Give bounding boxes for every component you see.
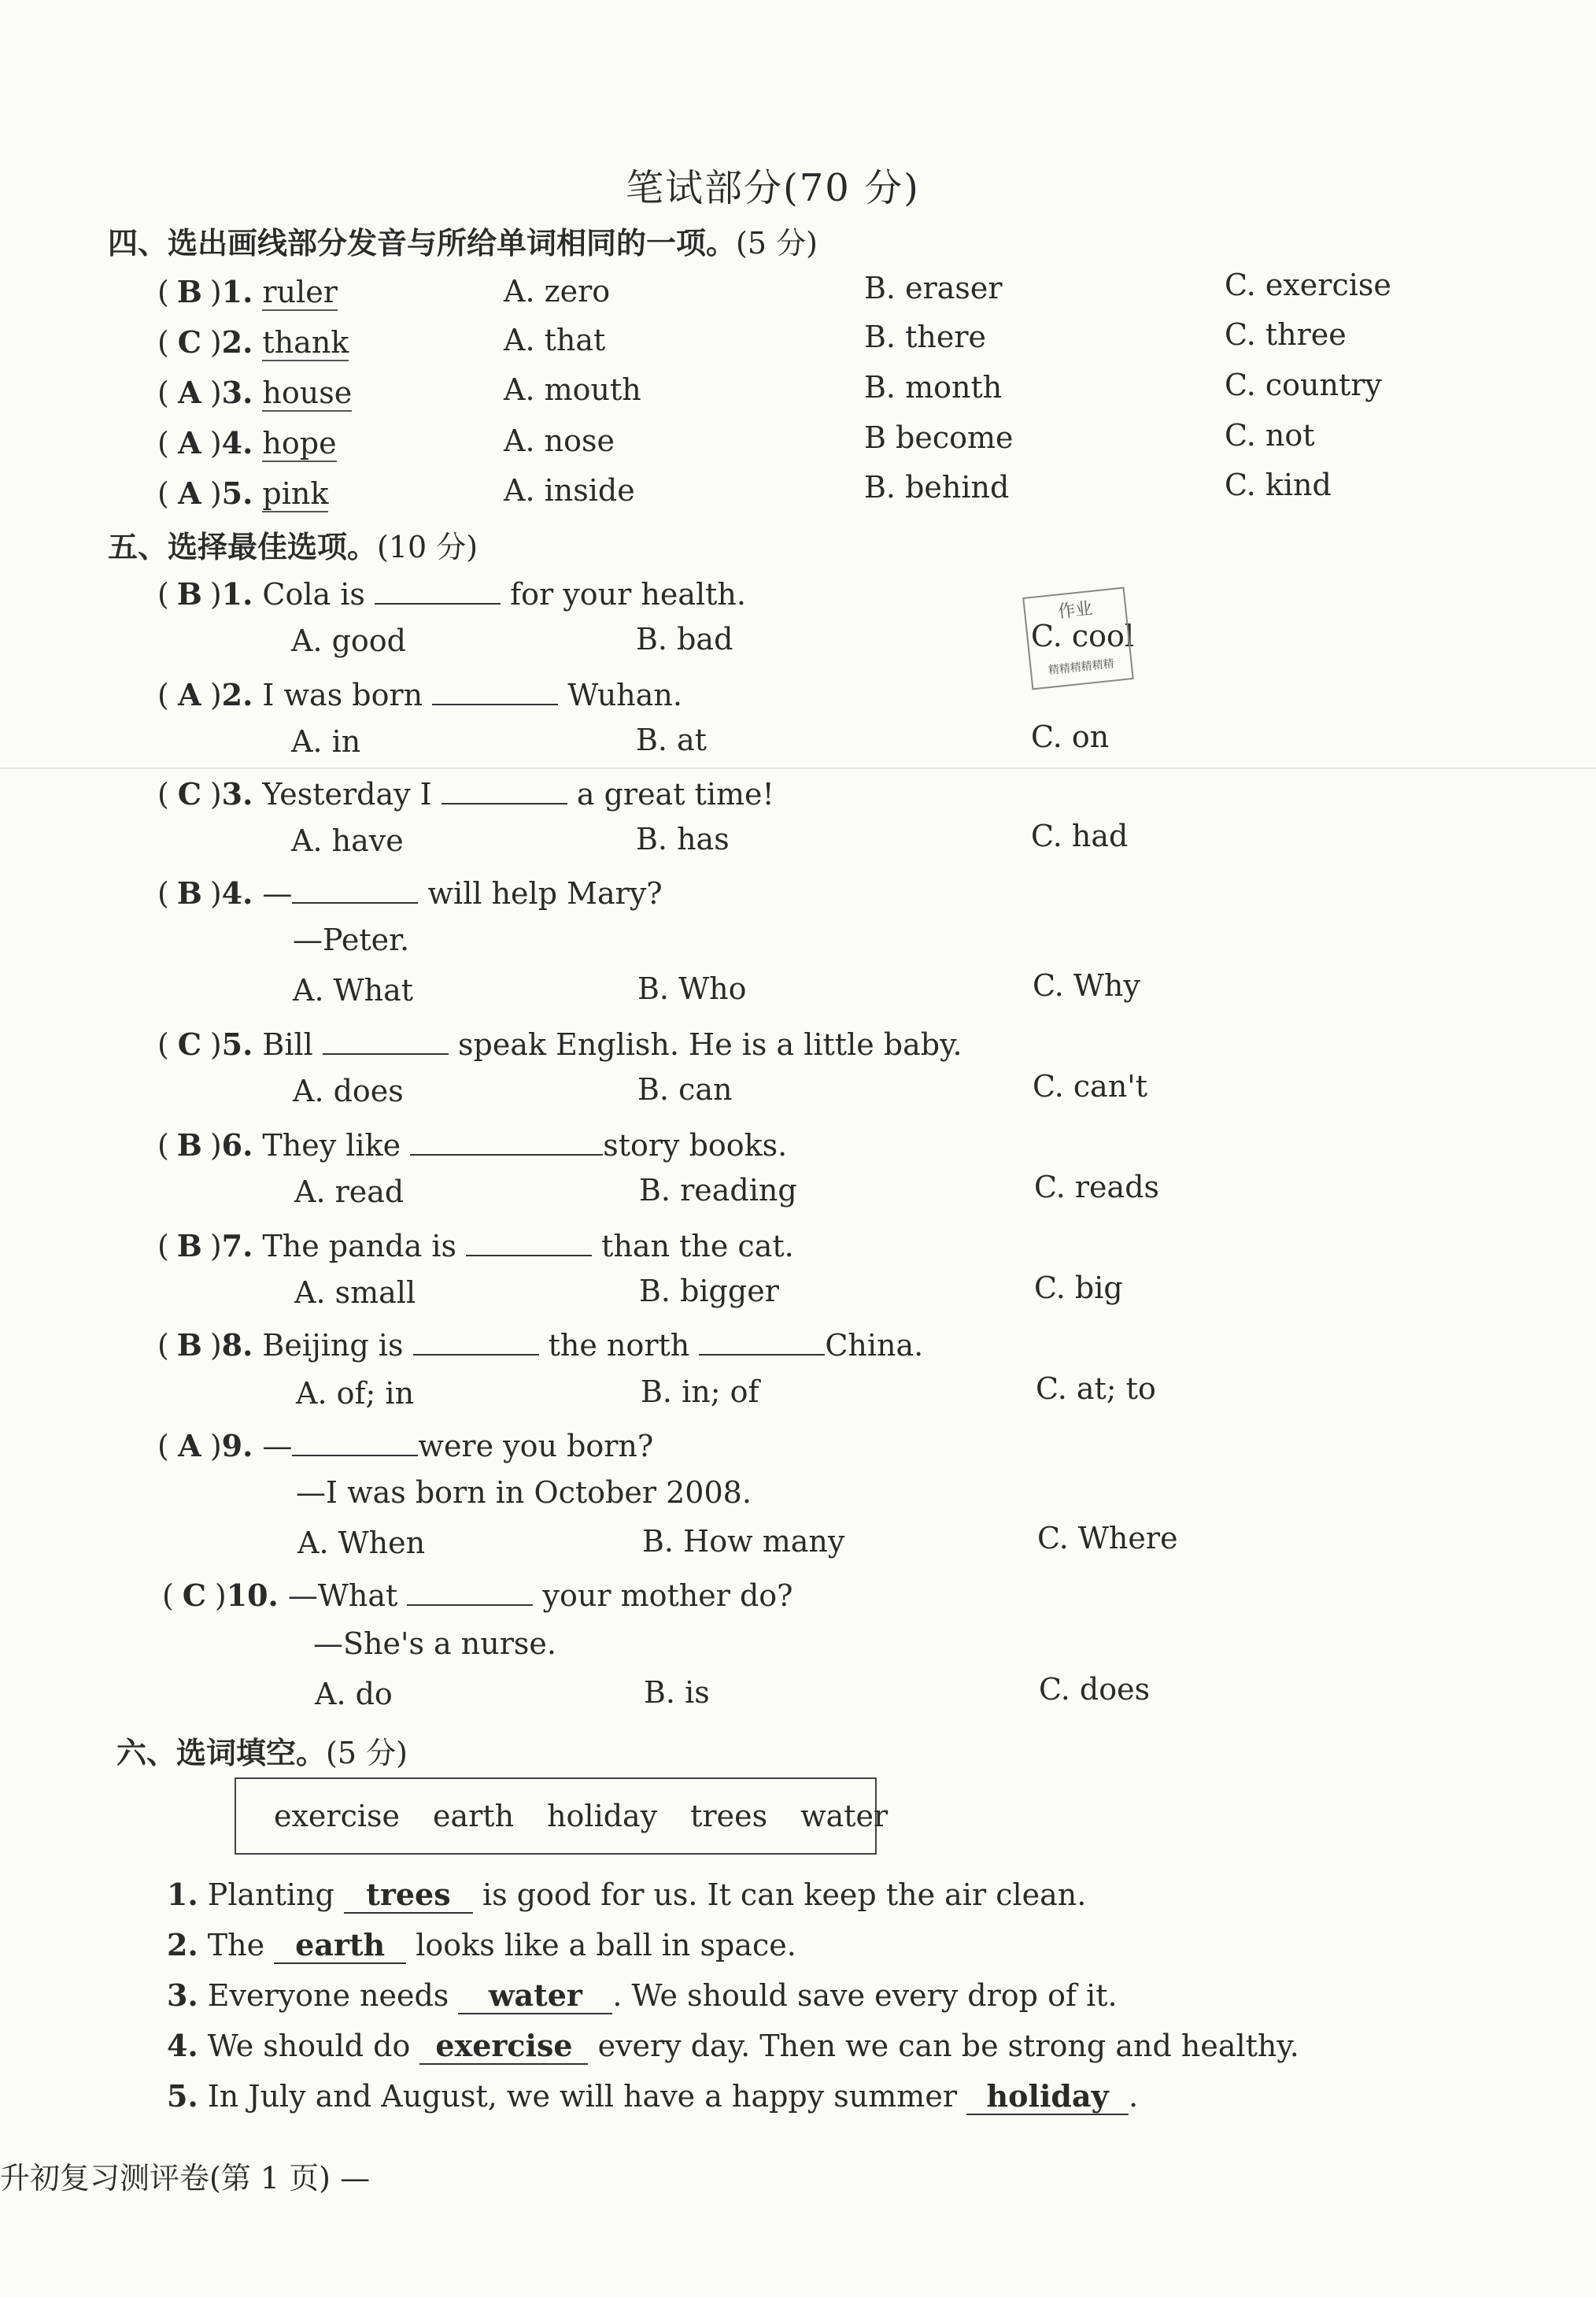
answer-blank [441, 773, 567, 805]
question-number: 3. [221, 375, 253, 410]
question-text: Beijing is [262, 1328, 404, 1363]
section-6-heading-text: 六、选词填空。 [116, 1735, 327, 1770]
section-5-points: (10 分) [377, 530, 478, 564]
word-bank-item: trees [690, 1799, 768, 1833]
option-a: A. What [293, 973, 414, 1008]
option-a: A. do [315, 1677, 393, 1711]
option-a: A. small [294, 1275, 416, 1310]
sentence-number: 4. [167, 2028, 198, 2063]
option-a: A. When [297, 1526, 426, 1560]
question-number: 3. [221, 776, 253, 812]
section-4-points: (5 分) [736, 226, 818, 261]
answer: B [176, 875, 202, 911]
option-b: B. is [644, 1675, 710, 1710]
answer-blank [292, 1425, 418, 1456]
question-number: 5. [221, 475, 253, 511]
section-5-heading-text: 五、选择最佳选项。 [108, 529, 378, 564]
answer-blank [323, 1023, 449, 1055]
answer-blank [699, 1324, 825, 1356]
question-text: will help Mary? [427, 876, 663, 911]
option-c: C. on [1031, 719, 1110, 754]
answer-blank [432, 674, 558, 705]
question-number: 7. [221, 1228, 253, 1263]
option-b: B. month [864, 370, 1003, 405]
option-c: C. exercise [1225, 268, 1391, 302]
section-4-heading [108, 219, 818, 262]
option-b: B. can [637, 1072, 733, 1107]
page-title: 笔试部分(70 分) [626, 166, 920, 210]
question-text: They like [262, 1128, 401, 1163]
target-word: thank [262, 325, 349, 360]
word-bank [235, 1777, 889, 1855]
question-number: 1. [221, 274, 253, 309]
section-4-question-3: ( A )3. house [157, 375, 353, 410]
answer: B [176, 576, 202, 612]
sentence-number: 3. [167, 1977, 198, 2013]
option-b: B. How many [642, 1524, 845, 1559]
option-b: B. bigger [639, 1274, 779, 1308]
answer: A [178, 677, 201, 712]
option-c: C. three [1225, 317, 1347, 352]
question-number: 4. [221, 875, 253, 911]
option-c: C. big [1034, 1271, 1123, 1305]
section-5-question-5: ( C )5. Bill speak English. He is a little baby. [157, 1023, 962, 1062]
option-c: C. had [1031, 819, 1129, 853]
question-text: than the cat. [601, 1229, 794, 1263]
sentence-text: is good for us. It can keep the air clean. [482, 1877, 1087, 1912]
word-bank-item: exercise [274, 1799, 400, 1833]
option-a: A. of; in [296, 1376, 415, 1411]
section-4-question-2: ( C )2. thank [157, 324, 349, 360]
filled-answer: trees [344, 1877, 473, 1914]
sentence-text: . We should save every drop of it. [612, 1978, 1118, 2013]
option-b: B. eraser [864, 271, 1003, 305]
answer-blank [375, 573, 501, 605]
question-number: 2. [221, 677, 253, 712]
section-5-question-6: ( B )6. They like story books. [157, 1124, 787, 1163]
option-a: A. read [294, 1174, 405, 1209]
option-b: B. there [864, 320, 986, 354]
fill-sentence-1 [167, 1877, 1086, 1914]
stamp-text: 精精精精精精 [1047, 657, 1115, 678]
question-text: Cola is [262, 577, 365, 612]
target-word: ruler [262, 275, 338, 309]
question-number: 4. [221, 425, 253, 461]
section-4-heading-text: 四、选出画线部分发音与所给单词相同的一项。 [108, 225, 737, 261]
answer: C [182, 1578, 206, 1613]
sentence-text: The [207, 1928, 265, 1962]
answer: C [177, 324, 201, 360]
question-text: the north [548, 1328, 690, 1363]
option-a: A. does [293, 1074, 404, 1108]
question-text: — [262, 1429, 293, 1463]
sentence-number: 1. [167, 1877, 198, 1912]
sentence-text: Everyone needs [207, 1978, 449, 2013]
option-a: A. that [504, 323, 606, 357]
answer: C [177, 776, 201, 812]
question-text: for your health. [510, 577, 746, 612]
option-b: B. in; of [641, 1374, 759, 1409]
section-5-question-1: ( B )1. Cola is for your health. [157, 573, 746, 612]
answer-blank [407, 1574, 533, 1606]
option-c: C. not [1225, 418, 1315, 453]
option-b: B. at [636, 723, 707, 757]
question-number: 9. [221, 1428, 253, 1463]
sentence-number: 5. [167, 2078, 198, 2114]
question-text: Wuhan. [567, 678, 682, 712]
filled-answer: water [458, 1977, 612, 2014]
option-a: A. mouth [504, 372, 641, 407]
sentence-text: In July and August, we will have a happy summer [207, 2079, 957, 2114]
question-number: 6. [221, 1127, 253, 1163]
section-5-question-9: ( A )9. — were you born? [157, 1425, 653, 1463]
target-word: pink [262, 476, 329, 511]
homework-stamp [1022, 587, 1134, 690]
answer: C [177, 1026, 201, 1062]
sentence-text: looks like a ball in space. [416, 1928, 796, 1962]
fill-sentence-5 [167, 2078, 1138, 2115]
question-text: a great time! [576, 777, 774, 812]
question-text: story books. [603, 1128, 788, 1163]
sentence-text: We should do [207, 2029, 411, 2063]
section-5-question-7: ( B )7. The panda is than the cat. [157, 1225, 794, 1263]
sentence-text: . [1129, 2079, 1139, 2114]
target-word: house [262, 375, 353, 410]
sentence-text: Planting [207, 1877, 334, 1912]
section-4-question-5: ( A )5. pink [157, 475, 329, 511]
option-c: C. kind [1225, 468, 1332, 502]
question-text: I was born [262, 678, 423, 712]
question-number: 2. [221, 324, 253, 360]
option-a: A. inside [504, 473, 635, 508]
option-c: C. Why [1033, 968, 1140, 1003]
word-bank-item: holiday [547, 1799, 658, 1833]
section-5-question-8: ( B )8. Beijing is the north China. [157, 1324, 923, 1363]
question-text: Bill [262, 1027, 313, 1062]
answer: B [176, 1228, 202, 1263]
option-a: A. zero [504, 274, 611, 309]
section-5-question-2: ( A )2. I was born Wuhan. [157, 674, 682, 712]
reply-line: —Peter. [293, 923, 410, 957]
question-text: your mother do? [542, 1578, 793, 1613]
answer-blank [466, 1225, 592, 1256]
question-text: The panda is [262, 1229, 456, 1263]
answer: B [176, 1127, 202, 1163]
option-c: C. at; to [1036, 1371, 1156, 1406]
option-c: C. can't [1033, 1069, 1148, 1104]
answer: A [178, 375, 201, 410]
option-c: C. does [1039, 1672, 1151, 1707]
sentence-text: every day. Then we can be strong and healthy. [597, 2029, 1299, 2063]
answer: A [178, 425, 201, 461]
option-a: A. have [291, 823, 404, 858]
answer-blank [413, 1324, 539, 1356]
section-4-question-1: ( B )1. ruler [157, 274, 338, 309]
answer-blank [292, 872, 418, 904]
page-fold-line [0, 768, 1596, 769]
option-b: B become [864, 420, 1014, 455]
option-b: B. reading [639, 1173, 797, 1208]
fill-sentence-4 [167, 2028, 1299, 2065]
answer: B [176, 274, 202, 309]
word-bank-item: earth [433, 1799, 515, 1833]
target-word: hope [262, 426, 337, 461]
option-a: A. good [291, 623, 407, 658]
section-5-question-4: ( B )4. — will help Mary? [157, 872, 663, 911]
filled-answer: earth [274, 1927, 406, 1964]
question-number: 10. [226, 1578, 279, 1613]
question-text: speak English. He is a little baby. [458, 1027, 962, 1062]
question-text: Yesterday I [262, 777, 432, 812]
answer-blank [410, 1124, 603, 1156]
reply-line: —I was born in October 2008. [296, 1475, 752, 1510]
filled-answer: exercise [419, 2028, 588, 2065]
section-6-heading [116, 1729, 408, 1772]
filled-answer: holiday [966, 2078, 1129, 2115]
option-b: B. bad [636, 622, 733, 657]
option-c: C. country [1225, 368, 1382, 402]
option-c: C. Where [1037, 1521, 1178, 1555]
option-b: B. Who [637, 971, 747, 1006]
section-4-question-4: ( A )4. hope [157, 425, 337, 461]
option-a: A. in [291, 724, 361, 759]
option-b: B. behind [864, 470, 1010, 505]
section-5-heading [108, 523, 478, 566]
answer: A [178, 475, 201, 511]
question-number: 1. [221, 576, 253, 612]
question-text: — [262, 876, 293, 911]
question-number: 8. [221, 1327, 253, 1363]
fill-sentence-2 [167, 1927, 796, 1964]
page-footer: 升初复习测评卷(第 1 页) — [0, 2161, 371, 2195]
reply-line: —She's a nurse. [313, 1626, 556, 1661]
answer: B [176, 1327, 202, 1363]
fill-sentence-3 [167, 1977, 1118, 2014]
stamp-title: 作业 [1057, 598, 1094, 623]
section-6-points: (5 分) [326, 1736, 408, 1770]
question-text: —What [287, 1578, 398, 1613]
option-c: C. cool [1031, 619, 1135, 653]
question-number: 5. [221, 1026, 253, 1062]
answer: A [178, 1428, 201, 1463]
section-5-question-3: ( C )3. Yesterday I a great time! [157, 773, 774, 812]
option-b: B. has [636, 822, 730, 856]
option-c: C. reads [1034, 1170, 1160, 1204]
word-bank-item: water [800, 1799, 889, 1833]
question-text: were you born? [418, 1429, 654, 1463]
section-5-question-10: ( C )10. —What your mother do? [162, 1574, 793, 1613]
sentence-number: 2. [167, 1927, 198, 1962]
question-text: China. [825, 1328, 924, 1363]
option-a: A. nose [504, 424, 615, 458]
